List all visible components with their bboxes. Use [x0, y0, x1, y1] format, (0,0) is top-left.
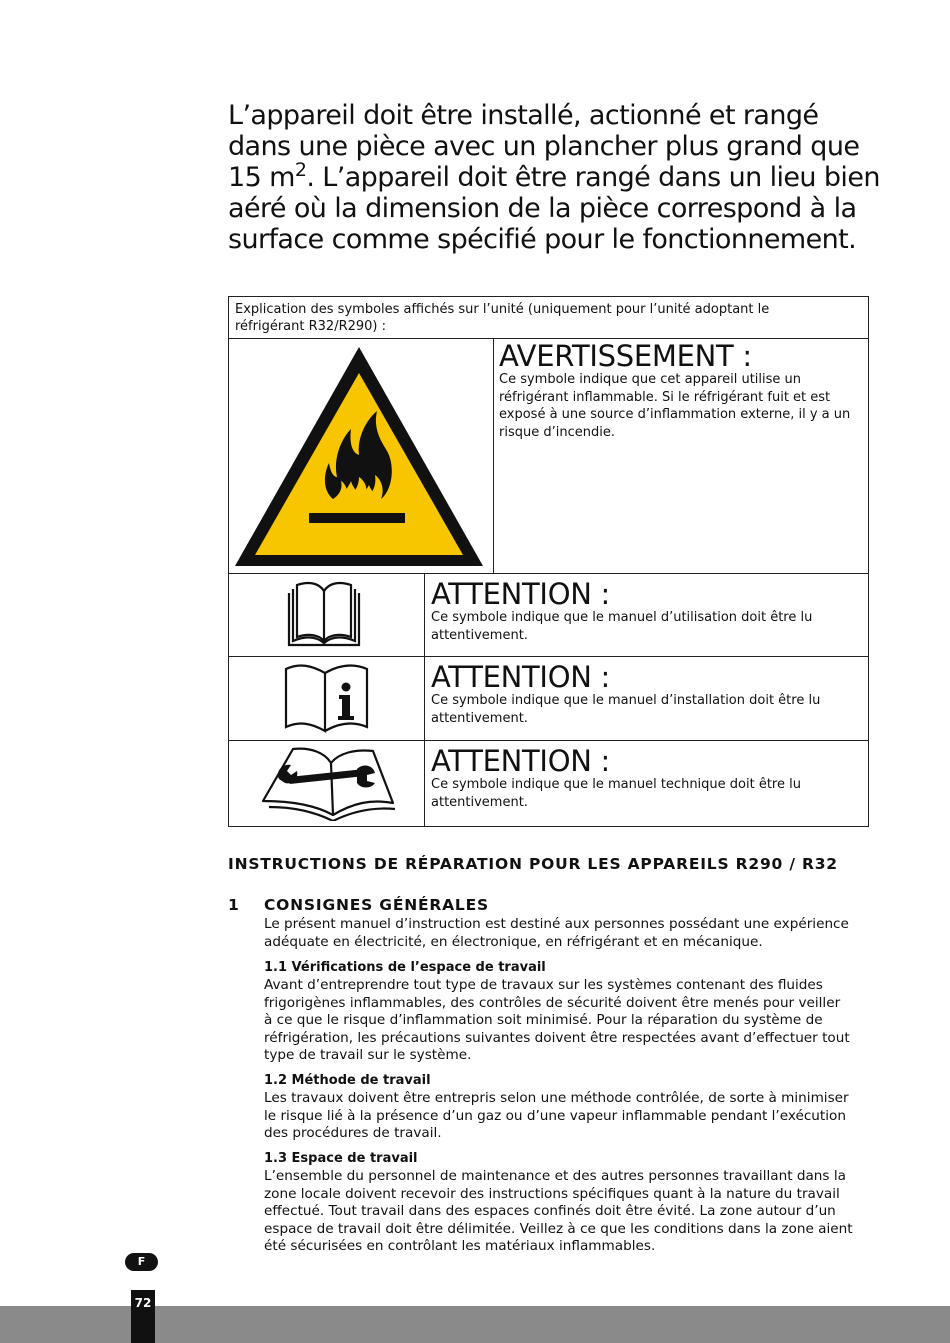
subsection-title: 1.2 Méthode de travail	[264, 1073, 431, 1088]
body-line: effectué. Tout travail dans des espaces confinés doit être évité. La zone autour d’un	[264, 1203, 836, 1220]
table-divider	[424, 573, 425, 827]
intro-line: L’appareil doit être installé, actionné et rangé	[228, 100, 819, 131]
body-line: frigorigènes inflammables, des contrôles de sécurité doivent être menés pour veiller	[264, 994, 841, 1011]
table-divider	[229, 656, 868, 657]
intro-line: surface comme spécifié pour le fonctionnement.	[228, 224, 857, 255]
row-desc-line: Ce symbole indique que cet appareil utilise un	[499, 372, 802, 387]
section-heading	[228, 896, 489, 914]
intro-paragraph	[228, 100, 878, 255]
table-row	[259, 745, 399, 821]
intro-line: dans une pièce avec un plancher plus grand que	[228, 131, 860, 162]
attention-heading: ATTENTION :	[431, 744, 610, 778]
body-line: à ce que le risque d’inflammation soit minimisé. Pour la réparation du système de	[264, 1012, 823, 1029]
body-line: réfrigération, les précautions suivantes doivent être respectées avant d’effectuer tout	[264, 1029, 850, 1046]
section-number: 1	[228, 896, 240, 914]
warning-text-block	[499, 341, 864, 441]
body-line: été sécurisées en contrôlant les matériaux inflammables.	[264, 1238, 656, 1255]
row-desc-line: attentivement.	[431, 627, 528, 643]
subsection-body	[264, 977, 870, 1065]
row-desc-line: réfrigérant inflammable. Si le réfrigérant fuit et est	[499, 389, 831, 405]
warning-heading: AVERTISSEMENT :	[499, 339, 752, 373]
subsection-title: 1.3 Espace de travail	[264, 1151, 418, 1166]
intro-line: aéré où la dimension de la pièce correspond à la	[228, 193, 857, 224]
installation-manual-icon	[281, 661, 371, 735]
subsection-body	[264, 1090, 870, 1143]
table-divider	[229, 740, 868, 741]
table-row	[231, 341, 491, 571]
table-caption: Explication des symboles affichés sur l’unité (uniquement pour l’unité adoptant le réfrigérant R32/R290) :	[235, 302, 770, 334]
superscript: 2	[294, 159, 307, 181]
row-desc-line: attentivement.	[431, 794, 528, 810]
attention-text-block	[431, 746, 861, 811]
language-badge: F	[125, 1253, 158, 1271]
table-row	[279, 579, 369, 651]
body-line: zone locale doivent recevoir des instructions spécifiques quant à la nature du travail	[264, 1185, 840, 1202]
row-desc-line: Ce symbole indique que le manuel d’installation doit être lu	[431, 693, 821, 708]
service-manual-icon	[259, 745, 399, 821]
table-row	[281, 661, 371, 735]
table-divider	[229, 573, 868, 574]
row-desc-line: exposé à une source d’inflammation externe, il y a un	[499, 407, 851, 422]
table-divider	[493, 338, 494, 573]
subsection-title: 1.1 Vérifications de l’espace de travail	[264, 960, 546, 975]
row-desc-line: Ce symbole indique que le manuel d’utilisation doit être lu	[431, 610, 813, 625]
body-line: des procédures de travail.	[264, 1125, 442, 1142]
intro-line: 15 $m^2$. L’appareil doit être rangé dans un lieu bien	[228, 159, 880, 193]
body-line: Les travaux doivent être entrepris selon une méthode contrôlée, de sorte à minimiser	[264, 1090, 849, 1106]
attention-heading: ATTENTION :	[431, 660, 610, 694]
operation-manual-icon	[279, 579, 369, 651]
body-line: Le présent manuel d’instruction est destiné aux personnes possédant une expérience	[264, 916, 849, 932]
row-desc-line: risque d’incendie.	[499, 424, 615, 440]
row-desc-line: attentivement.	[431, 710, 528, 726]
symbols-table	[228, 296, 869, 827]
attention-text-block	[431, 579, 861, 644]
attention-heading: ATTENTION :	[431, 577, 610, 611]
attention-text-block	[431, 662, 861, 727]
repair-title: INSTRUCTIONS DE RÉPARATION POUR LES APPAREILS R290 / R32	[228, 855, 838, 873]
body-line: espace de travail doit être délimitée. Veillez à ce que les conditions dans la zone aient	[264, 1220, 853, 1237]
row-desc-line: Ce symbole indique que le manuel technique doit être lu	[431, 777, 801, 792]
body-line: le risque lié à la présence d’un gaz ou d’une vapeur inflammable pendant l’exécution	[264, 1107, 846, 1124]
section-intro	[264, 916, 870, 951]
subsection-body	[264, 1168, 870, 1256]
body-line: L’ensemble du personnel de maintenance et des autres personnes travaillant dans la	[264, 1168, 846, 1184]
section-title: CONSIGNES GÉNÉRALES	[264, 896, 489, 914]
body-line: adéquate en électricité, en électronique, en réfrigérant et en mécanique.	[264, 933, 763, 950]
body-line: type de travail sur le système.	[264, 1047, 472, 1064]
flammable-warning-icon	[231, 341, 491, 571]
body-line: Avant d’entreprendre tout type de travaux sur les systèmes contenant des fluides	[264, 977, 823, 993]
page-number: 72	[131, 1290, 155, 1343]
